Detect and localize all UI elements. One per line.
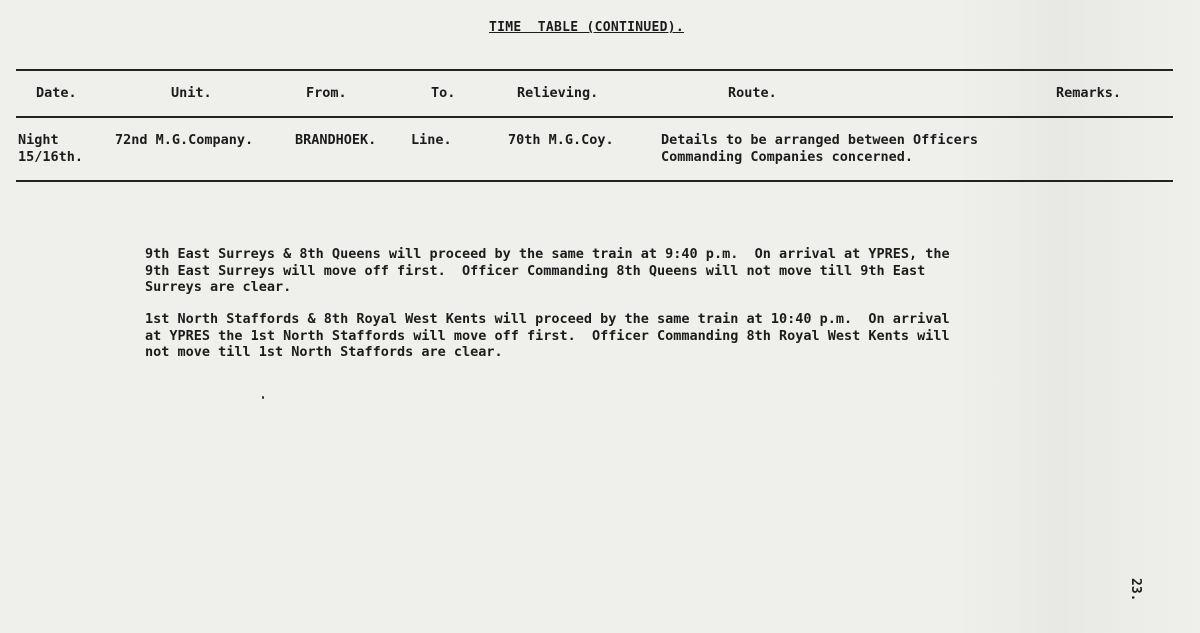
ink-speck: [262, 396, 264, 399]
paragraph-north-staffords: 1st North Staffords & 8th Royal West Kents will proceed by the same train at 10:40 p.m. On arrival at YPRES the 1st North Staffords will move off first. Officer Commanding 8th Royal West Kents will not move till 1st North Staffords are clear.: [145, 311, 950, 360]
table-cell-relieving: 70th M.G.Coy.: [508, 132, 614, 148]
page-number: 23.: [1128, 578, 1143, 602]
table-cell-date: Night 15/16th.: [18, 132, 84, 165]
column-header-to: To.: [431, 85, 456, 101]
column-header-from: From.: [306, 85, 347, 101]
column-header-route: Route.: [728, 85, 777, 101]
table-cell-unit: 72nd M.G.Company.: [115, 132, 254, 148]
table-cell-to: Line.: [411, 132, 452, 148]
column-header-unit: Unit.: [171, 85, 212, 101]
column-header-remarks: Remarks.: [1056, 85, 1122, 101]
table-header-rule: [16, 116, 1173, 118]
table-bottom-rule: [16, 180, 1173, 182]
column-header-date: Date.: [36, 85, 77, 101]
page-title: TIME TABLE (CONTINUED).: [489, 20, 685, 35]
table-top-rule: [16, 69, 1173, 71]
table-cell-route: Details to be arranged between Officers Commanding Companies concerned.: [661, 132, 978, 165]
table-cell-from: BRANDHOEK.: [295, 132, 377, 148]
column-header-relieving: Relieving.: [517, 85, 599, 101]
paragraph-east-surreys: 9th East Surreys & 8th Queens will proceed by the same train at 9:40 p.m. On arrival at YPRES, the 9th East Surreys will move off first. Officer Commanding 8th Queens will not move till 9th East Surreys are clear.: [145, 246, 950, 295]
